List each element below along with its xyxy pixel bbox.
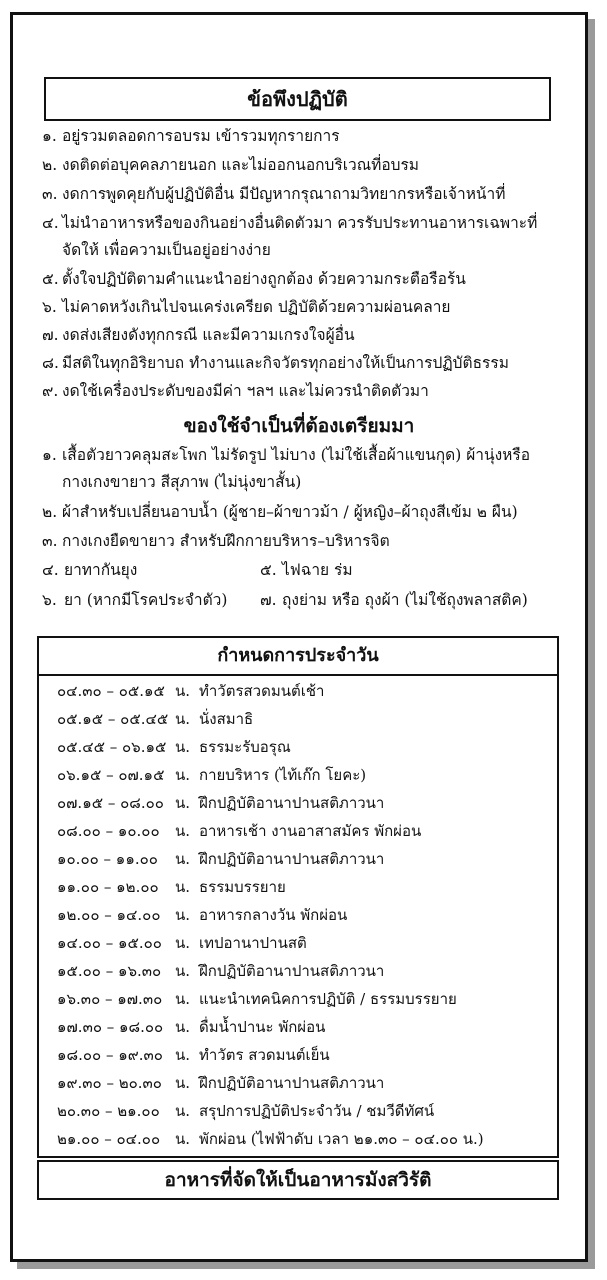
schedule-title: กำหนดการประจำวัน [37, 636, 559, 676]
supply-item-continuation: กางเกงขายาว สีสุภาพ (ไม่นุ่งขาสั้น) [62, 473, 302, 491]
schedule-row: ๑๖.๓๐ – ๑๗.๓๐ น. แนะนำเทคนิคการปฏิบัติ / ธรรมบรรยาย [57, 990, 457, 1008]
schedule-row: ๒๐.๓๐ – ๒๑.๐๐ น. สรุปการปฏิบัติประจำวัน / ชมวีดีทัศน์ [57, 1102, 435, 1120]
schedule-row: ๒๑.๐๐ – ๐๔.๐๐ น. พักผ่อน (ไฟฟ้าดับ เวลา ๒๑.๓๐ – ๐๔.๐๐ น.) [57, 1130, 484, 1148]
rule-item-continuation: จัดให้ เพื่อความเป็นอยู่อย่างง่าย [62, 241, 271, 259]
schedule-row: ๐๕.๔๕ – ๐๖.๑๕ น. ธรรมะรับอรุณ [57, 738, 291, 756]
rule-item: ๙. งดใช้เครื่องประดับของมีค่า ฯลฯ และไม่ควรนำติดตัวมา [42, 382, 429, 400]
supply-item: ๗. ถุงย่าม หรือ ถุงผ้า (ไม่ใช้ถุงพลาสติค) [260, 591, 528, 609]
rule-item: ๗. งดส่งเสียงดังทุกกรณี และมีความเกรงใจผู้อื่น [42, 326, 355, 344]
rule-item: ๑. อยู่รวมตลอดการอบรม เข้ารวมทุกรายการ [42, 127, 340, 145]
rule-item: ๓. งดการพูดคุยกับผู้ปฏิบัติอื่น มีปัญหากรุณาถามวิทยากรหรือเจ้าหน้าที่ [42, 185, 506, 203]
supply-item: ๓. กางเกงยืดขายาว สำหรับฝึกกายบริหาร–บริหารจิต [42, 532, 390, 550]
schedule-row: ๑๗.๓๐ – ๑๘.๐๐ น. ดื่มน้ำปานะ พักผ่อน [57, 1018, 326, 1036]
supply-item: ๕. ไฟฉาย ร่ม [260, 561, 353, 579]
schedule-row: ๑๙.๓๐ – ๒๐.๓๐ น. ฝึกปฏิบัติอานาปานสติภาวนา [57, 1074, 385, 1092]
rules-title: ข้อพึงปฏิบัติ [44, 77, 551, 121]
schedule-row: ๑๔.๐๐ – ๑๕.๐๐ น. เทปอานาปานสติ [57, 934, 307, 952]
schedule-row: ๑๘.๐๐ – ๑๙.๓๐ น. ทำวัตร สวดมนต์เย็น [57, 1046, 330, 1064]
schedule-box [37, 636, 559, 1158]
supply-item: ๑. เสื้อตัวยาวคลุมสะโพก ไม่รัดรูป ไม่บาง (ไม่ใช้เสื้อผ้าแขนกุด) ผ้านุ่งหรือ [42, 446, 531, 464]
supply-item: ๖. ยา (หากมีโรคประจำตัว) [42, 591, 228, 609]
schedule-row: ๐๕.๑๕ – ๐๕.๔๕ น. นั่งสมาธิ [57, 710, 254, 728]
schedule-row: ๑๐.๐๐ – ๑๑.๐๐ น. ฝึกปฏิบัติอานาปานสติภาวนา [57, 850, 385, 868]
schedule-row: ๐๘.๐๐ – ๑๐.๐๐ น. อาหารเช้า งานอาสาสมัคร พักผ่อน [57, 822, 422, 840]
rule-item: ๘. มีสติในทุกอิริยาบถ ทำงานและกิจวัตรทุกอย่างให้เป็นการปฏิบัติธรรม [42, 354, 509, 372]
schedule-row: ๐๗.๑๕ – ๐๘.๐๐ น. ฝึกปฏิบัติอานาปานสติภาวนา [57, 794, 385, 812]
supplies-heading: ของใช้จำเป็นที่ต้องเตรียมมา [183, 415, 415, 437]
schedule-row: ๑๒.๐๐ – ๑๔.๐๐ น. อาหารกลางวัน พักผ่อน [57, 906, 348, 924]
supply-item: ๔. ยาทากันยุง [42, 561, 138, 579]
vegetarian-note: อาหารที่จัดให้เป็นอาหารมังสวิรัติ [37, 1160, 559, 1200]
schedule-row: ๐๖.๑๕ – ๐๗.๑๕ น. กายบริหาร (ไท้เก๊ก โยคะ) [57, 766, 367, 784]
schedule-row: ๑๕.๐๐ – ๑๖.๓๐ น. ฝึกปฏิบัติอานาปานสติภาวนา [57, 962, 385, 980]
rule-item: ๔. ไม่นำอาหารหรือของกินอย่างอื่นติดตัวมา ควรรับประทานอาหารเฉพาะที่ [42, 214, 538, 232]
schedule-row: ๐๔.๓๐ – ๐๕.๑๕ น. ทำวัตรสวดมนต์เช้า [57, 682, 325, 700]
supply-item: ๒. ผ้าสำหรับเปลี่ยนอาบน้ำ (ผู้ชาย–ผ้าขาวม้า / ผู้หญิง–ผ้าถุงสีเข้ม ๒ ผืน) [42, 503, 518, 521]
rule-item: ๒. งดติดต่อบุคคลภายนอก และไม่ออกนอกบริเวณที่อบรม [42, 156, 420, 174]
schedule-row: ๑๑.๐๐ – ๑๒.๐๐ น. ธรรมบรรยาย [57, 878, 286, 896]
rule-item: ๕. ตั้งใจปฏิบัติตามคำแนะนำอย่างถูกต้อง ด้วยความกระตือรือร้น [42, 270, 466, 288]
rule-item: ๖. ไม่คาดหวังเกินไปจนเคร่งเครียด ปฏิบัติด้วยความผ่อนคลาย [42, 298, 451, 316]
